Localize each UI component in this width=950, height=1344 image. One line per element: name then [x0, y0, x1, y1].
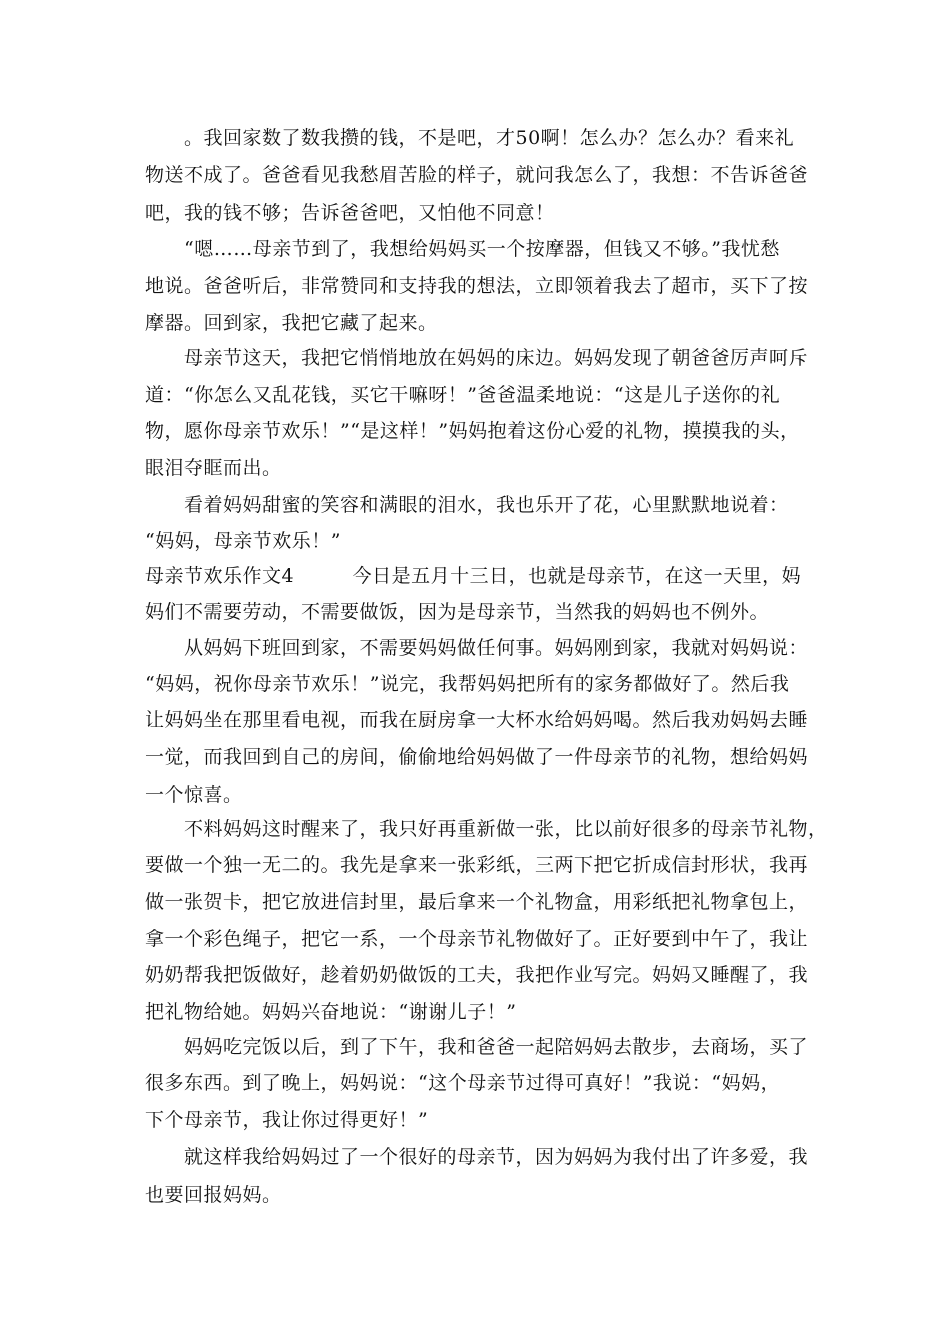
- text-line: 吧，我的钱不够；告诉爸爸吧，又怕他不同意！: [145, 202, 555, 224]
- text-line: 物送不成了。爸爸看见我愁眉苦脸的样子，就问我怎么了，我想：不告诉爸爸: [145, 164, 809, 186]
- text-line: 从妈妈下班回到家，不需要妈妈做任何事。妈妈刚到家，我就对妈妈说：: [145, 637, 809, 659]
- text-line: 物，愿你母亲节欢乐！”“是这样！”妈妈抱着这份心爱的礼物，摸摸我的头，: [145, 420, 800, 442]
- text-line: 道：“你怎么又乱花钱，买它干嘛呀！”爸爸温柔地说：“这是儿子送你的礼: [145, 384, 781, 406]
- text-line: 也要回报妈妈。: [145, 1184, 282, 1206]
- text-line: 眼泪夺眶而出。: [145, 457, 282, 479]
- text-line: 摩器。回到家，我把它藏了起来。: [145, 312, 438, 334]
- text-line: 就这样我给妈妈过了一个很好的母亲节，因为妈妈为我付出了许多爱，我: [145, 1146, 809, 1168]
- text-line: “妈妈，祝你母亲节欢乐！”说完，我帮妈妈把所有的家务都做好了。然后我: [145, 673, 790, 695]
- text-line: 奶奶帮我把饭做好，趁着奶奶做饭的工夫，我把作业写完。妈妈又睡醒了，我: [145, 964, 809, 986]
- text-line: 看着妈妈甜蜜的笑容和满眼的泪水，我也乐开了花，心里默默地说着：: [145, 494, 789, 516]
- text-line: 妈们不需要劳动，不需要做饭，因为是母亲节，当然我的妈妈也不例外。: [145, 601, 770, 623]
- text-line: “妈妈，母亲节欢乐！”: [145, 530, 341, 552]
- text-line: 让妈妈坐在那里看电视，而我在厨房拿一大杯水给妈妈喝。然后我劝妈妈去睡: [145, 709, 809, 731]
- text-line: 做一张贺卡，把它放进信封里，最后拿来一个礼物盒，用彩纸把礼物拿包上，: [145, 891, 809, 913]
- text-line: 地说。爸爸听后，非常赞同和支持我的想法，立即领着我去了超市，买下了按: [145, 275, 809, 297]
- text-line: 一个惊喜。: [145, 784, 243, 806]
- text-line: 拿一个彩色绳子，把它一系，一个母亲节礼物做好了。正好要到中午了，我让: [145, 928, 809, 950]
- text-line: 母亲节这天，我把它悄悄地放在妈妈的床边。妈妈发现了朝爸爸厉声呵斥: [145, 347, 809, 369]
- text-line: 妈妈吃完饭以后，到了下午，我和爸爸一起陪妈妈去散步，去商场，买了: [145, 1036, 809, 1058]
- text-line: 母亲节欢乐作文4 今日是五月十三日，也就是母亲节，在这一天里，妈: [145, 565, 802, 587]
- text-line: 。我回家数了数我攒的钱，不是吧，才50啊！怎么办？怎么办？看来礼: [145, 127, 795, 149]
- text-line: 很多东西。到了晚上，妈妈说：“这个母亲节过得可真好！”我说：“妈妈，: [145, 1072, 781, 1094]
- text-line: 要做一个独一无二的。我先是拿来一张彩纸，三两下把它折成信封形状，我再: [145, 854, 809, 876]
- text-line: 把礼物给她。妈妈兴奋地说：“谢谢儿子！”: [145, 1001, 517, 1023]
- text-line: 下个母亲节，我让你过得更好！”: [145, 1109, 429, 1131]
- text-line: “嗯……母亲节到了，我想给妈妈买一个按摩器，但钱又不够。”我忧愁: [145, 238, 780, 260]
- text-line: 一觉，而我回到自己的房间，偷偷地给妈妈做了一件母亲节的礼物，想给妈妈: [145, 746, 809, 768]
- text-line: 不料妈妈这时醒来了，我只好再重新做一张，比以前好很多的母亲节礼物，: [145, 818, 828, 840]
